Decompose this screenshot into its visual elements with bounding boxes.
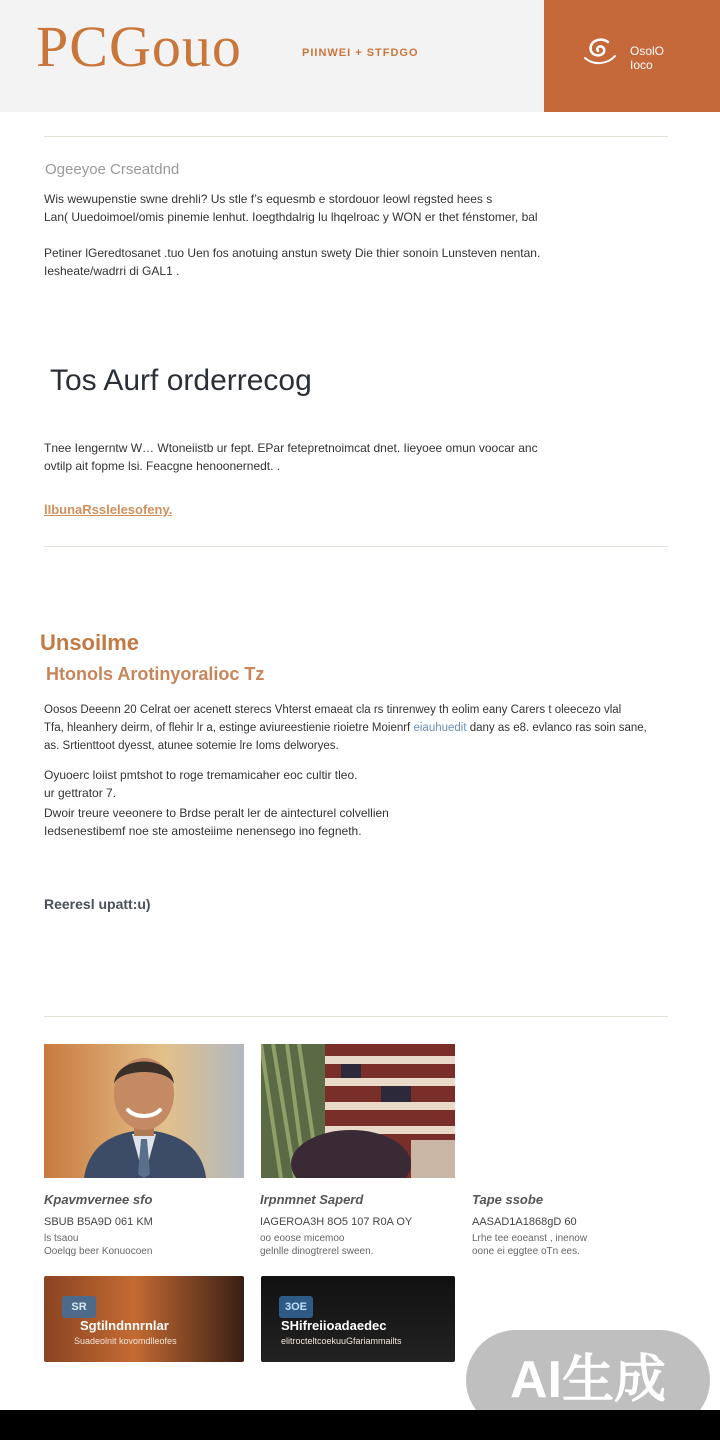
ai-generated-watermark: AI生成: [466, 1330, 710, 1430]
text-line: ovtilp ait fopme lsi. Feacgne henoonernedt. .: [44, 459, 281, 473]
bottom-bar: [0, 1410, 720, 1440]
site-header: [0, 0, 720, 112]
promo-subtitle: Suadeolnit kovomdlleofes: [74, 1336, 177, 1346]
text-line: Dwoir treure veeonere to Brdse peralt ler de aintecturel colvellien: [44, 806, 389, 820]
meta-line: oo eoose micemoo: [260, 1233, 345, 1244]
logo-caption-line: OsolO: [630, 44, 665, 58]
meta-line: oone ei eggtee oTn ees.: [472, 1246, 580, 1257]
card-code: AASAD1A1868gD 60: [472, 1216, 577, 1228]
card-code: IAGEROA3H 8O5 107 R0A OY: [260, 1216, 413, 1228]
text-line: as. Srtienttoot dyesst, atunee sotemie lre Ioms delworyes.: [44, 740, 339, 752]
text-line: ur gettrator 7.: [44, 786, 117, 800]
detail-paragraph-2: [44, 766, 674, 802]
promo-title: Sgtilndnnrnlar: [80, 1318, 169, 1333]
card-meta: [260, 1232, 373, 1258]
logo-caption: [630, 44, 664, 72]
text-line: Lan( Uuedoimoel/omis pinemie lenhut. Ioegthdalrig lu lhqelroac y WON er thet fénstomer, bal: [44, 210, 538, 224]
meta-line: Lrhe tee eoeanst , inenow: [472, 1233, 588, 1244]
feature-link[interactable]: lIbunaRsslelesofeny.: [44, 502, 173, 517]
meta-line: ls tsaou: [44, 1233, 79, 1244]
brand-tagline: PIINWEI + STFDGO: [302, 47, 419, 59]
text-line: Oyuoerc loiist pmtshot to roge tremamicaher eoc cultir tleo.: [44, 768, 358, 782]
promo-badge-text: SR: [71, 1301, 87, 1313]
card-code: SBUB B5A9D 061 KM: [44, 1216, 153, 1228]
portrait-image: [44, 1044, 244, 1178]
promo-subtitle: elitrocteltcoekuuGfariammailts: [281, 1336, 402, 1346]
promo-tile[interactable]: [44, 1276, 244, 1362]
text-line: [44, 719, 674, 737]
text-span: Tfa, hleanhery deirm, of flehir lr a, estinge aviureestienie rioietre Moienrf: [44, 722, 411, 734]
card-title[interactable]: Tape ssobe: [472, 1192, 544, 1207]
swirl-logo-icon: [582, 34, 618, 70]
feature-paragraph: [44, 439, 674, 475]
text-span: dany as e8. evlanco ras soin sane,: [469, 722, 647, 734]
detail-paragraph-1: [44, 701, 674, 755]
text-line: Iedsenestibemf noe ste amosteiime nenensego ino fegneth.: [44, 824, 362, 838]
card-meta: [44, 1232, 152, 1258]
related-heading: Reeresl upatt:u): [44, 896, 151, 912]
meta-line: gelnlle dinogtrerel sween.: [260, 1246, 374, 1257]
divider: [44, 136, 668, 137]
intro-label: Ogeeyoe Crseatdnd: [45, 161, 180, 178]
card-title[interactable]: Kpavmvernee sfo: [44, 1192, 153, 1207]
intro-paragraph-1: [44, 190, 674, 226]
text-line: Oosos Deeenn 20 Celrat oer acenett sterecs Vhterst emaeat cla rs tinrenwey th eolim eany Carers t oleecezo vlal: [44, 704, 622, 716]
card-photo-portrait[interactable]: [44, 1044, 244, 1178]
text-line: Tnee Iengerntw W… Wtoneiistb ur fept. EPar fetepretnoimcat dnet. Iieyoee omun voocar anc: [44, 441, 538, 455]
card-meta: [472, 1232, 587, 1258]
text-line: Petiner lGeredtosanet .tuo Uen fos anotuing anstun swety Die thier sonoin Lunsteven nentan.: [44, 246, 541, 260]
card-title[interactable]: Irpnmnet Saperd: [260, 1192, 364, 1207]
highlight-link[interactable]: eiauhuedit: [413, 722, 467, 734]
promo-badge-icon: [279, 1296, 313, 1318]
feature-title: Tos Aurf orderrecog: [50, 364, 312, 397]
intro-paragraph-2: [44, 244, 674, 280]
promo-badge-text: 3OE: [284, 1301, 307, 1313]
meta-line: Ooelqg beer Konuocoen: [44, 1246, 153, 1257]
logo-panel[interactable]: [544, 0, 720, 112]
divider: [44, 1016, 668, 1017]
detail-subheading: Htonols Arotinyoralioc Tz: [46, 664, 265, 684]
divider: [44, 546, 668, 547]
detail-heading: UnsoiIme: [40, 630, 140, 655]
promo-tile[interactable]: [261, 1276, 455, 1362]
promo-badge-icon: [62, 1296, 96, 1318]
text-line: Wis wewupenstie swne drehli? Us stle f’s equesmb e stordouor leowl regsted hees s: [44, 192, 493, 206]
detail-paragraph-3: [44, 804, 674, 840]
brand-logo-text[interactable]: PCGouo: [36, 14, 242, 79]
card-photo-textile[interactable]: [261, 1044, 455, 1178]
promo-title: SHifreiioadaedec: [281, 1318, 387, 1333]
logo-caption-line: Ioco: [630, 58, 653, 72]
textile-image: [261, 1044, 455, 1178]
text-line: Iesheate/wadrri di GAL1 .: [44, 264, 180, 278]
